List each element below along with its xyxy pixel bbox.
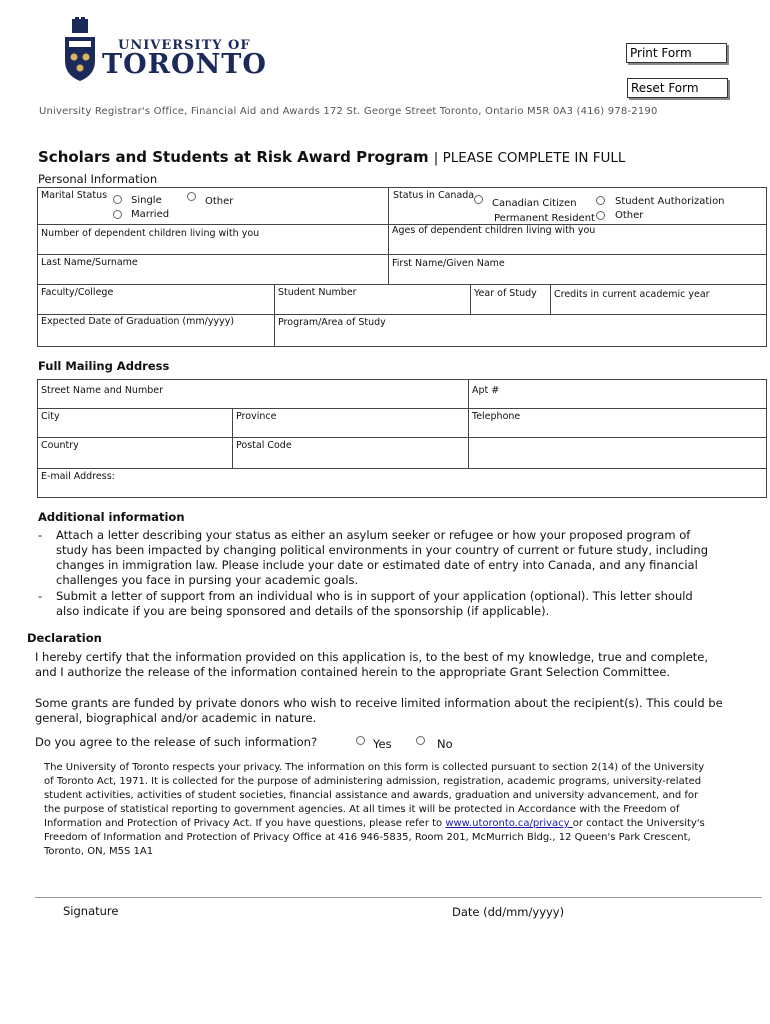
- label-student-authorization: Student Authorization: [615, 196, 725, 207]
- declaration-heading: Declaration: [27, 631, 102, 645]
- personal-info-heading: Personal Information: [38, 172, 158, 186]
- university-crest-icon: [62, 17, 98, 83]
- privacy-link[interactable]: www.utoronto.ca/privacy: [445, 818, 573, 829]
- province-field[interactable]: Province: [236, 411, 277, 422]
- telephone-field[interactable]: Telephone: [472, 411, 521, 422]
- signature-line: [35, 897, 762, 898]
- declaration-para1: I hereby certify that the information provided on this application is, to the best of my knowledge, true and complete, and I authorize the release of the information contained herein to the appropriate Grant Selection Committee.: [35, 650, 709, 679]
- street-field[interactable]: Street Name and Number: [41, 385, 163, 396]
- email-field[interactable]: E-mail Address:: [41, 471, 115, 482]
- bullet-dash-icon: -: [38, 589, 43, 603]
- bullet-2: [38, 589, 718, 619]
- student-number-field[interactable]: Student Number: [278, 287, 357, 298]
- apt-field[interactable]: Apt #: [472, 385, 500, 396]
- label-status-other: Other: [615, 210, 644, 221]
- title-sub: | PLEASE COMPLETE IN FULL: [433, 150, 626, 166]
- bullet-1: [38, 528, 718, 588]
- dependents-number-field[interactable]: Number of dependent children living with you: [41, 228, 260, 239]
- bullet-dash-icon: -: [38, 528, 43, 542]
- last-name-field[interactable]: Last Name/Surname: [41, 257, 138, 268]
- year-of-study-field[interactable]: Year of Study: [474, 288, 537, 299]
- program-field[interactable]: Program/Area of Study: [278, 317, 386, 328]
- declaration-para2: Some grants are funded by private donors who wish to receive limited information about the recipient(s). This could be general, biographical and/or academic in nature.: [35, 696, 723, 725]
- privacy-text-after: or contact the University's Freedom of Information and Protection of Privacy Office at 416 946-5835, Room 201, McMurrich Bldg., 12 Queen's Park Crescent, Toronto, ON, M5S 1A1: [44, 818, 705, 857]
- dependents-ages-field[interactable]: Ages of dependent children living with you: [392, 225, 596, 236]
- logo-line1: UNIVERSITY OF: [118, 38, 251, 53]
- label-marital-other: Other: [205, 196, 234, 207]
- title-main: Scholars and Students at Risk Award Program: [38, 148, 429, 166]
- radio-status-other[interactable]: [596, 211, 605, 220]
- reset-form-button[interactable]: Reset Form: [627, 78, 728, 98]
- logo-line2: TORONTO: [102, 49, 267, 80]
- radio-release-no[interactable]: [416, 736, 425, 745]
- radio-marital-other[interactable]: [187, 192, 196, 201]
- postal-code-field[interactable]: Postal Code: [236, 440, 292, 451]
- credits-field[interactable]: Credits in current academic year: [554, 289, 710, 300]
- first-name-field[interactable]: First Name/Given Name: [392, 258, 505, 269]
- label-single: Single: [131, 195, 162, 206]
- marital-status-label: Marital Status: [41, 190, 108, 201]
- bullet-1-text: Attach a letter describing your status as either an asylum seeker or refugee or how your proposed program of study has been impacted by changing political environments in your country of current or future study, including changes in immigration law. Please include your date or estimated date of entry into Canada, and any financial challenges you face in pursing your academic goals.: [56, 528, 709, 587]
- registrar-address: University Registrar's Office, Financial Aid and Awards 172 St. George Street Toronto, Ontario M5R 0A3 (416) 978-2190: [39, 106, 658, 117]
- radio-single[interactable]: [113, 195, 122, 204]
- privacy-text-before: The University of Toronto respects your privacy. The information on this form is collected pursuant to section 2(14) of the University of Toronto Act, 1971. It is collected for the purpose of administering admission, registration, academic programs, university-related student activities, activities of student societies, financial assistance and awards, graduation and university advancement, and for the purpose of statistical reporting to government agencies. At all times it will be protected in Accordance with the Freedom of Information and Protection of Privacy Act. If you have questions, please refer to: [44, 762, 705, 829]
- radio-release-yes[interactable]: [356, 736, 365, 745]
- label-permanent-resident: Permanent Resident: [494, 213, 595, 224]
- label-release-no: No: [437, 737, 453, 751]
- date-label: Date (dd/mm/yyyy): [452, 905, 565, 919]
- label-release-yes: Yes: [373, 737, 392, 751]
- privacy-notice: [44, 761, 708, 859]
- print-form-button[interactable]: Print Form: [626, 43, 727, 63]
- city-field[interactable]: City: [41, 411, 60, 422]
- page-title: [38, 147, 625, 166]
- label-canadian-citizen: Canadian Citizen: [492, 198, 577, 209]
- release-question: Do you agree to the release of such information?: [35, 735, 318, 749]
- status-in-canada-label: Status in Canada: [393, 190, 475, 201]
- radio-student-authorization[interactable]: [596, 196, 605, 205]
- radio-married[interactable]: [113, 210, 122, 219]
- mailing-heading: Full Mailing Address: [38, 359, 170, 373]
- additional-heading: Additional information: [38, 510, 185, 524]
- radio-canadian-citizen[interactable]: [474, 195, 483, 204]
- faculty-field[interactable]: Faculty/College: [41, 287, 114, 298]
- signature-label: Signature: [63, 904, 119, 918]
- graduation-date-field[interactable]: Expected Date of Graduation (mm/yyyy): [41, 316, 235, 327]
- label-married: Married: [131, 209, 170, 220]
- bullet-2-text: Submit a letter of support from an individual who is in support of your application (optional). This letter should also indicate if you are being sponsored and details of the sponsorship (if applicable).: [56, 589, 693, 618]
- country-field[interactable]: Country: [41, 440, 79, 451]
